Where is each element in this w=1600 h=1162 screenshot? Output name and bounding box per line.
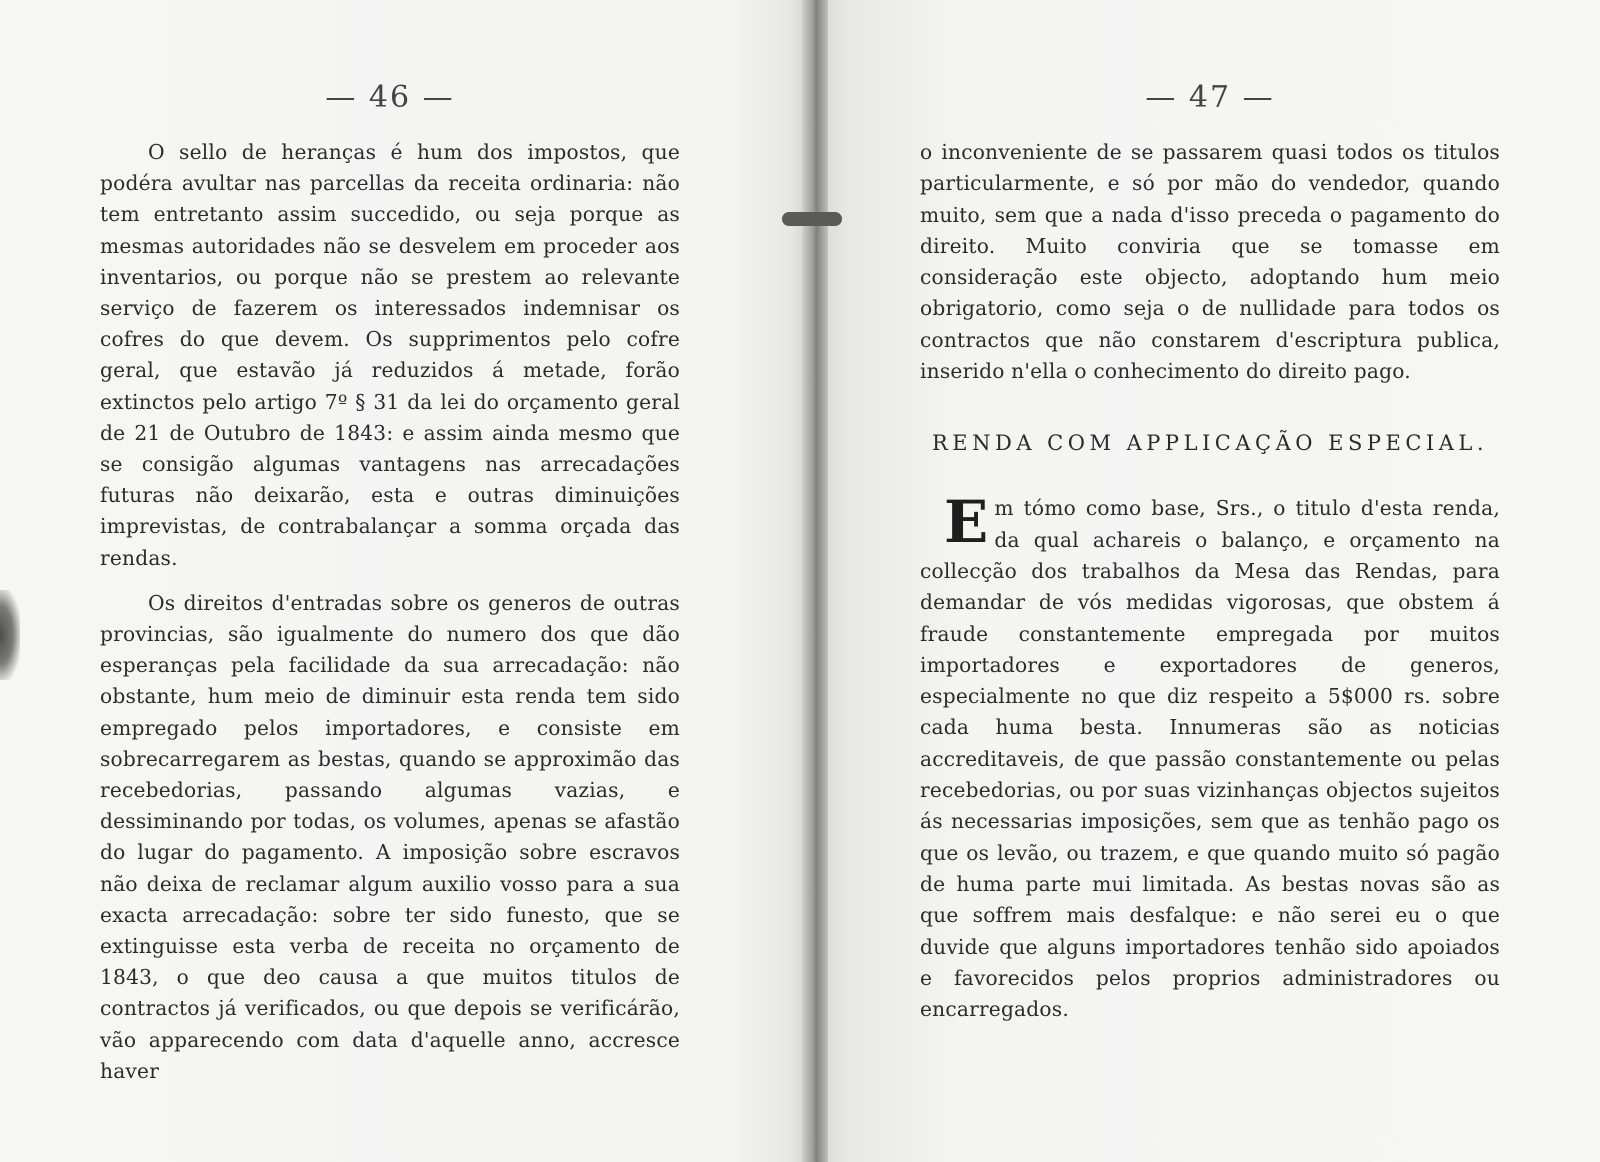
paragraph: O sello de heranças é hum dos impostos, que podéra avultar nas parcellas da receita ordinaria: não tem entretanto assim succedido, ou seja porque as mesmas autoridades não se desvelem em proceder aos inventarios, ou porque não se prestem ao relevante serviço de fazerem os interessados indemnisar os cofres do que devem. Os supprimentos pelo cofre geral, que estavão já reduzidos á metade, forão extinctos pelo artigo 7º § 31 da lei do orçamento geral de 21 de Outubro de 1843: e assim ainda mesmo que se consigão algumas vantagens nas arrecadações futuras não deixarão, esta e outras diminuições imprevistas, de contrabalançar a somma orçada das rendas. xyxy=(100,140,680,570)
paragraph xyxy=(920,488,1500,1025)
right-page xyxy=(920,80,1500,1025)
book-gutter xyxy=(802,0,828,1162)
paragraph: o inconveniente de se passarem quasi todos os titulos particularmente, e só por mão do vendedor, quando muito, sem que a nada d'isso preceda o pagamento do direito. Muito conviria que se tomasse em consideração este objecto, adoptando hum meio obrigatorio, como seja o de nullidade para todos os contractos que não constarem d'escriptura publica, inserido n'ella o conhecimento do direito pago. xyxy=(920,140,1500,384)
page-number-left: — 46 — xyxy=(325,80,455,115)
paragraph-text: m tómo como base, Srs., o titulo d'esta renda, da qual achareis o balanço, e orçamento na collecção dos trabalhos da Mesa das Rendas, para demandar de vós medidas vigorosas, que obstem á fraude constantemente empregada por muitos importadores e exportadores de generos, especialmente no que diz respeito a 5$000 rs. sobre cada huma besta. Innumeras são as noticias accreditaveis, de que passão constantemente ou pelas recebedorias, ou por suas vizinhanças objectos sujeitos ás necessarias imposições, sem que as tenhão pago os que os levão, ou trazem, e que quando muito só pagão de huma parte mui limitada. As bestas novas são as que soffrem mais desfalque: e não serei eu o que duvide que alguns importadores tenhão sido apoiados e favorecidos pelos proprios administradores ou encarregados. xyxy=(920,496,1500,1022)
drop-cap: E xyxy=(944,488,989,557)
left-page xyxy=(100,80,680,1087)
section-heading: RENDA COM APPLICAÇÃO ESPECIAL. xyxy=(931,431,1488,456)
binding-edge xyxy=(0,590,20,680)
page-number-right: — 47 — xyxy=(1145,80,1275,115)
binding-thread xyxy=(782,212,842,226)
paragraph: Os direitos d'entradas sobre os generos de outras provincias, são igualmente do numero dos que dão esperanças pela facilidade da sua arrecadação: não obstante, hum meio de diminuir esta renda tem sido empregado pelos importadores, e consiste em sobrecarregarem as bestas, quando se approximão das recebedorias, passando algumas vazias, e dessiminando por todas, os volumes, apenas se afastão do lugar do pagamento. A imposição sobre escravos não deixa de reclamar algum auxilio vosso para a sua exacta arrecadação: sobre ter sido funesto, que se extinguisse esta verba de receita no orçamento de 1843, o que deo causa a que muitos titulos de contractos já verificados, ou que depois se verificárão, vão apparecendo com data d'aquelle anno, accresce haver xyxy=(100,590,680,1083)
